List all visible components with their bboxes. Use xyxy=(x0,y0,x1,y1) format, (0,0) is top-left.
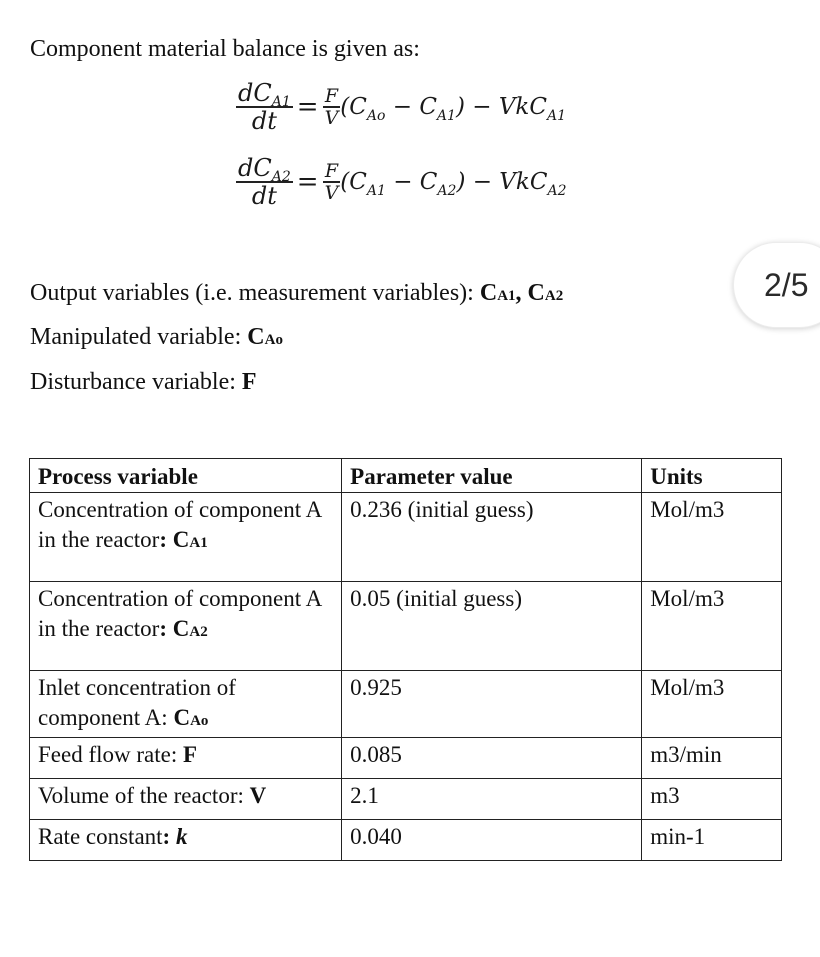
parameter-value-cell: 0.05 (initial guess) xyxy=(342,581,642,670)
header-units: Units xyxy=(642,459,782,493)
equals-sign: = xyxy=(296,167,319,198)
equation-1-flow-ratio: $\frac{F}{V}$ xyxy=(324,84,339,130)
parameter-value-cell: 0.236 (initial guess) xyxy=(342,492,642,581)
process-variable-cell: Feed flow rate: F xyxy=(30,737,342,778)
equals-sign: = xyxy=(296,92,319,123)
output-variables-line: Output variables (i.e. measurement variables): CA1, CA2 xyxy=(30,280,564,306)
equation-1 xyxy=(236,80,566,135)
disturbance-variable-line: Disturbance variable: F xyxy=(30,369,257,395)
equation-1-rhs: $(C_{Ao} - C_{A1}) - VkC_{A1}$ xyxy=(340,94,566,125)
units-cell: Mol/m3 xyxy=(642,492,782,581)
parameter-value-cell: 0.040 xyxy=(342,819,642,860)
header-process-variable: Process variable xyxy=(30,459,342,493)
equation-2 xyxy=(236,155,566,210)
equation-2-rhs: $(C_{A1} - C_{A2}) - VkC_{A2}$ xyxy=(340,169,567,200)
process-variable-cell: Rate constant: k xyxy=(30,819,342,860)
equation-2-flow-ratio: $\frac{F}{V}$ xyxy=(324,159,339,205)
process-variable-cell: Inlet concentration of component A: CAo xyxy=(30,670,342,737)
units-cell: Mol/m3 xyxy=(642,581,782,670)
equation-1-lhs: $\frac{dC_{A1}}{dt}$ xyxy=(238,79,291,136)
process-variable-cell: Concentration of component A in the reactor: CA2 xyxy=(30,581,342,670)
units-cell: m3/min xyxy=(642,737,782,778)
table-row xyxy=(30,819,782,860)
table-row xyxy=(30,492,782,581)
intro-text: Component material balance is given as: xyxy=(30,36,420,62)
table-row xyxy=(30,581,782,670)
process-variable-cell: Volume of the reactor: V xyxy=(30,778,342,819)
header-parameter-value: Parameter value xyxy=(342,459,642,493)
parameters-table xyxy=(29,458,782,861)
table-row xyxy=(30,778,782,819)
parameter-value-cell: 0.925 xyxy=(342,670,642,737)
units-cell: m3 xyxy=(642,778,782,819)
table-row xyxy=(30,737,782,778)
table-row xyxy=(30,670,782,737)
parameter-value-cell: 2.1 xyxy=(342,778,642,819)
units-cell: min-1 xyxy=(642,819,782,860)
process-variable-cell: Concentration of component A in the reactor: CA1 xyxy=(30,492,342,581)
table-header-row xyxy=(30,459,782,493)
page-indicator: 2/5 xyxy=(733,242,820,328)
units-cell: Mol/m3 xyxy=(642,670,782,737)
equation-2-lhs: $\frac{dC_{A2}}{dt}$ xyxy=(238,154,291,211)
parameter-value-cell: 0.085 xyxy=(342,737,642,778)
manipulated-variable-line: Manipulated variable: CAo xyxy=(30,324,283,350)
